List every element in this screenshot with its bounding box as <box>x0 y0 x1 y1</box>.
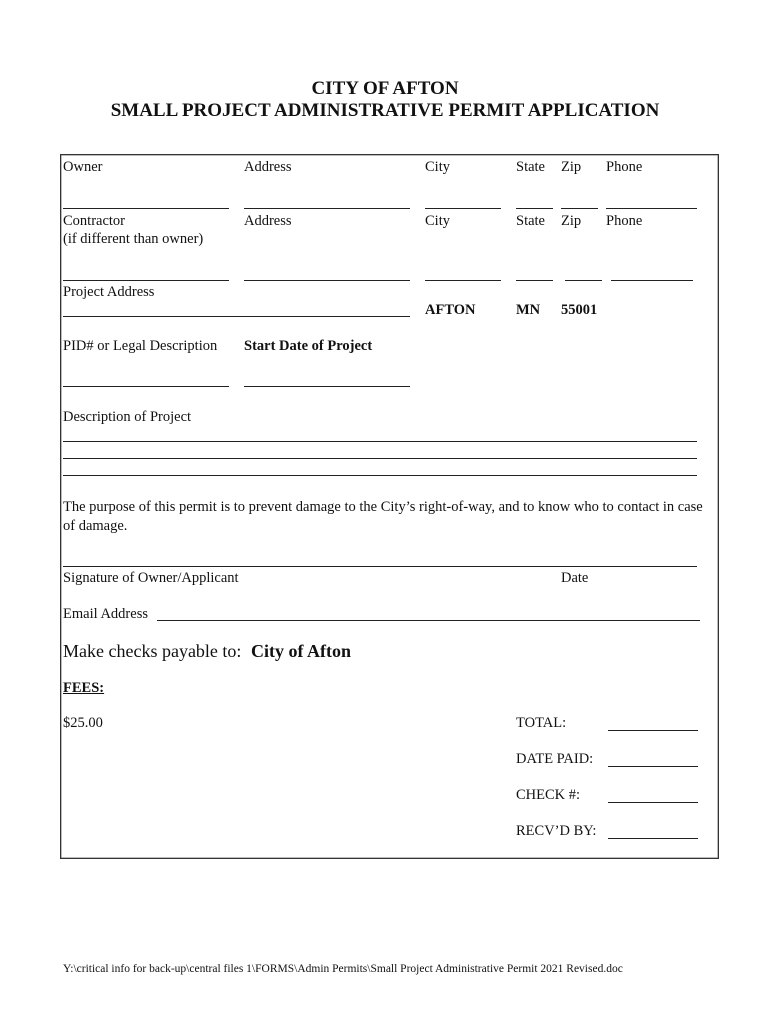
signature-field[interactable] <box>63 566 697 567</box>
fees-heading: FEES: <box>63 680 105 696</box>
owner-address-label: Address <box>244 159 292 175</box>
owner-state-field[interactable] <box>516 208 553 209</box>
contractor-state-label: State <box>516 213 545 229</box>
total-label: TOTAL: <box>516 715 567 731</box>
recvd-field[interactable] <box>608 838 698 839</box>
owner-city-label: City <box>425 159 450 175</box>
description-line-1[interactable] <box>63 441 697 442</box>
project-address-label: Project Address <box>63 284 155 300</box>
start-date-field[interactable] <box>244 386 410 387</box>
project-zip-value: 55001 <box>561 302 598 318</box>
payment-prefix: Make checks payable to: <box>63 641 242 661</box>
contractor-note: (if different than owner) <box>63 231 204 247</box>
form-subtitle: SMALL PROJECT ADMINISTRATIVE PERMIT APPLICATION <box>110 100 660 121</box>
owner-city-field[interactable] <box>425 208 501 209</box>
recvd-label: RECV’D BY: <box>516 823 597 839</box>
fee-amount: $25.00 <box>63 715 103 731</box>
contractor-city-field[interactable] <box>425 280 501 281</box>
owner-label: Owner <box>63 159 103 175</box>
project-state-value: MN <box>516 302 541 318</box>
date-label: Date <box>561 570 589 586</box>
contractor-phone-field[interactable] <box>611 280 693 281</box>
check-field[interactable] <box>608 802 698 803</box>
signature-label: Signature of Owner/Applicant <box>63 570 239 586</box>
project-address-field[interactable] <box>63 316 410 317</box>
form-title: CITY OF AFTON <box>311 78 459 99</box>
purpose-text: The purpose of this permit is to prevent damage to the City’s right-of-way, and to know who to contact in case of damage. <box>63 499 703 534</box>
description-line-3[interactable] <box>63 475 697 476</box>
owner-phone-label: Phone <box>606 159 643 175</box>
contractor-state-field[interactable] <box>516 280 553 281</box>
payment-payee: City of Afton <box>251 641 351 661</box>
email-label: Email Address <box>63 606 148 622</box>
contractor-city-label: City <box>425 213 450 229</box>
contractor-phone-label: Phone <box>606 213 643 229</box>
date-paid-field[interactable] <box>608 766 698 767</box>
owner-address-field[interactable] <box>244 208 410 209</box>
email-field[interactable] <box>157 620 700 621</box>
project-city-value: AFTON <box>425 302 476 318</box>
total-field[interactable] <box>608 730 698 731</box>
owner-name-field[interactable] <box>63 208 229 209</box>
contractor-label: Contractor <box>63 213 126 229</box>
contractor-address-label: Address <box>244 213 292 229</box>
pid-label: PID# or Legal Description <box>63 338 218 354</box>
owner-zip-label: Zip <box>561 159 582 175</box>
check-label: CHECK #: <box>516 787 581 803</box>
contractor-name-field[interactable] <box>63 280 229 281</box>
contractor-address-field[interactable] <box>244 280 410 281</box>
contractor-zip-label: Zip <box>561 213 582 229</box>
pid-field[interactable] <box>63 386 229 387</box>
description-label: Description of Project <box>63 409 192 425</box>
description-line-2[interactable] <box>63 458 697 459</box>
owner-phone-field[interactable] <box>606 208 697 209</box>
contractor-zip-field[interactable] <box>565 280 602 281</box>
owner-zip-field[interactable] <box>561 208 598 209</box>
owner-state-label: State <box>516 159 545 175</box>
footer-file-path: Y:\critical info for back-up\central files 1\FORMS\Admin Permits\Small Project Administrative Permit 2021 Revised.doc <box>63 963 623 975</box>
start-date-label: Start Date of Project <box>244 338 373 354</box>
date-paid-label: DATE PAID: <box>516 751 594 767</box>
